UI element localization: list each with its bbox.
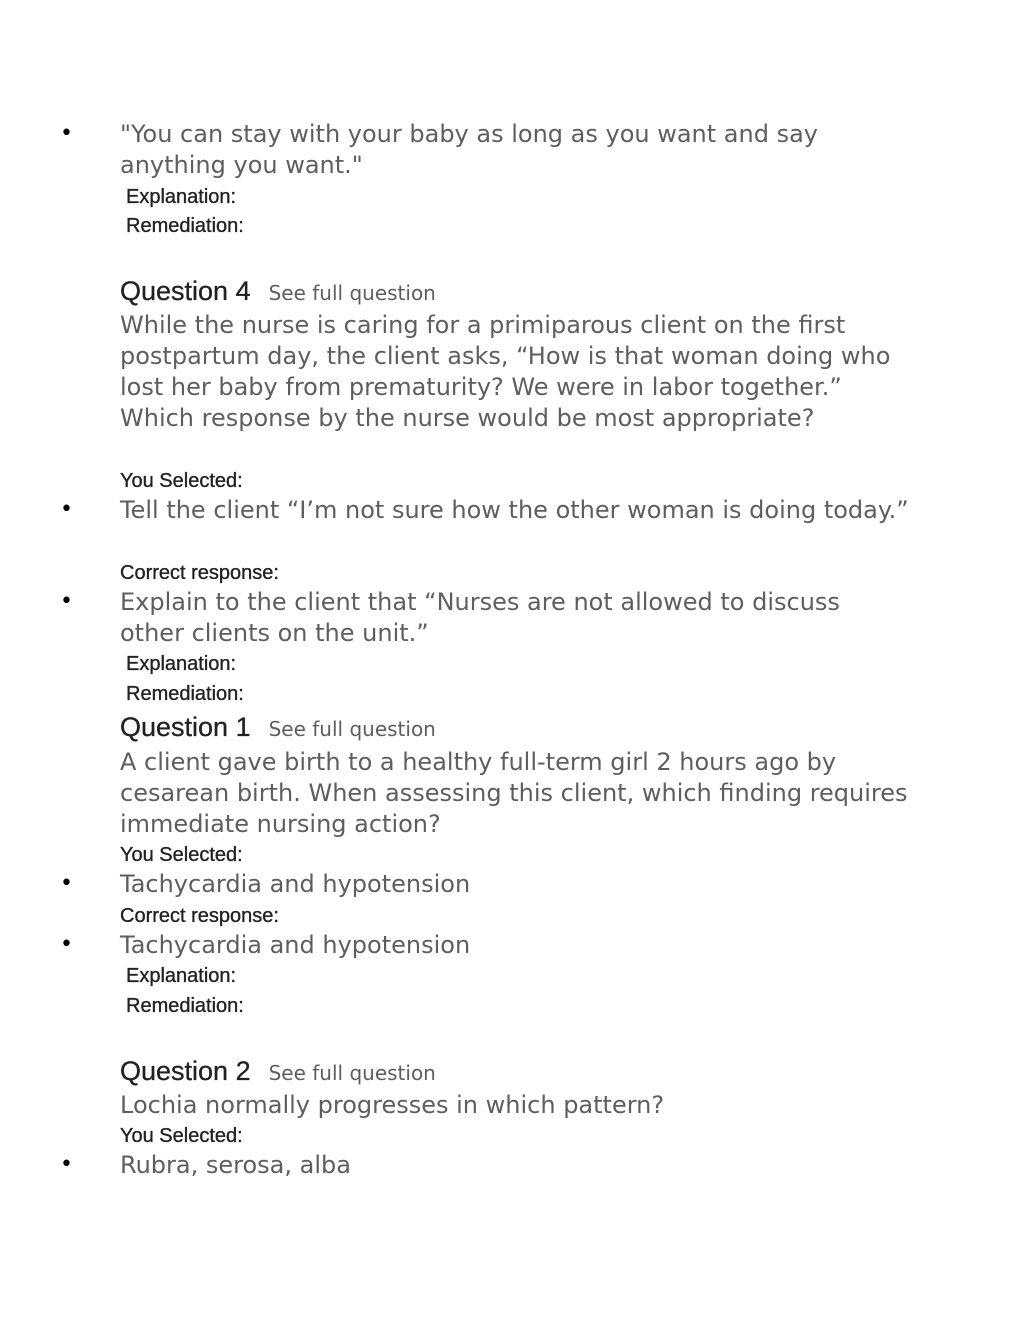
question-title: Question 2 bbox=[120, 1056, 251, 1086]
correct-response-label: Correct response: bbox=[120, 905, 279, 927]
bullet-marker: • bbox=[60, 1152, 73, 1177]
you-selected-label: You Selected: bbox=[120, 1125, 243, 1147]
bullet-marker: • bbox=[60, 589, 73, 614]
explanation-label: Explanation: bbox=[126, 653, 237, 675]
correct-response-label: Correct response: bbox=[120, 562, 279, 584]
remediation-label: Remediation: bbox=[126, 683, 244, 705]
bullet-marker: • bbox=[60, 497, 73, 522]
answer-option: "You can stay with your baby as long as you want and say anything you want." bbox=[120, 120, 818, 179]
correct-answer: Tachycardia and hypotension bbox=[120, 931, 471, 959]
see-full-question-link[interactable]: See full question bbox=[268, 1061, 436, 1085]
question-header bbox=[120, 712, 436, 746]
question-text: Lochia normally progresses in which pattern? bbox=[120, 1091, 665, 1119]
bullet-marker: • bbox=[60, 932, 73, 957]
question-title: Question 4 bbox=[120, 276, 251, 306]
selected-answer: Tachycardia and hypotension bbox=[120, 870, 471, 898]
question-text: While the nurse is caring for a primiparous client on the first postpartum day, the client asks, “How is that woman doing who lost her baby from prematurity? We were in labor together.” Which response by the nurse would be most appropriate? bbox=[120, 311, 891, 432]
remediation-label: Remediation: bbox=[126, 995, 244, 1017]
you-selected-label: You Selected: bbox=[120, 844, 243, 866]
question-header bbox=[120, 1056, 436, 1090]
you-selected-label: You Selected: bbox=[120, 470, 243, 492]
bullet-marker: • bbox=[60, 871, 73, 896]
selected-answer: Tell the client “I’m not sure how the other woman is doing today.” bbox=[120, 496, 909, 524]
correct-answer: Explain to the client that “Nurses are not allowed to discuss other clients on the unit.” bbox=[120, 588, 840, 647]
see-full-question-link[interactable]: See full question bbox=[268, 281, 436, 305]
selected-answer: Rubra, serosa, alba bbox=[120, 1151, 351, 1179]
explanation-label: Explanation: bbox=[126, 186, 237, 208]
question-text: A client gave birth to a healthy full-term girl 2 hours ago by cesarean birth. When assessing this client, which finding requires immediate nursing action? bbox=[120, 748, 908, 838]
see-full-question-link[interactable]: See full question bbox=[268, 717, 436, 741]
explanation-label: Explanation: bbox=[126, 965, 237, 987]
question-title: Question 1 bbox=[120, 712, 251, 742]
question-header bbox=[120, 276, 436, 310]
bullet-marker: • bbox=[60, 121, 73, 146]
remediation-label: Remediation: bbox=[126, 215, 244, 237]
